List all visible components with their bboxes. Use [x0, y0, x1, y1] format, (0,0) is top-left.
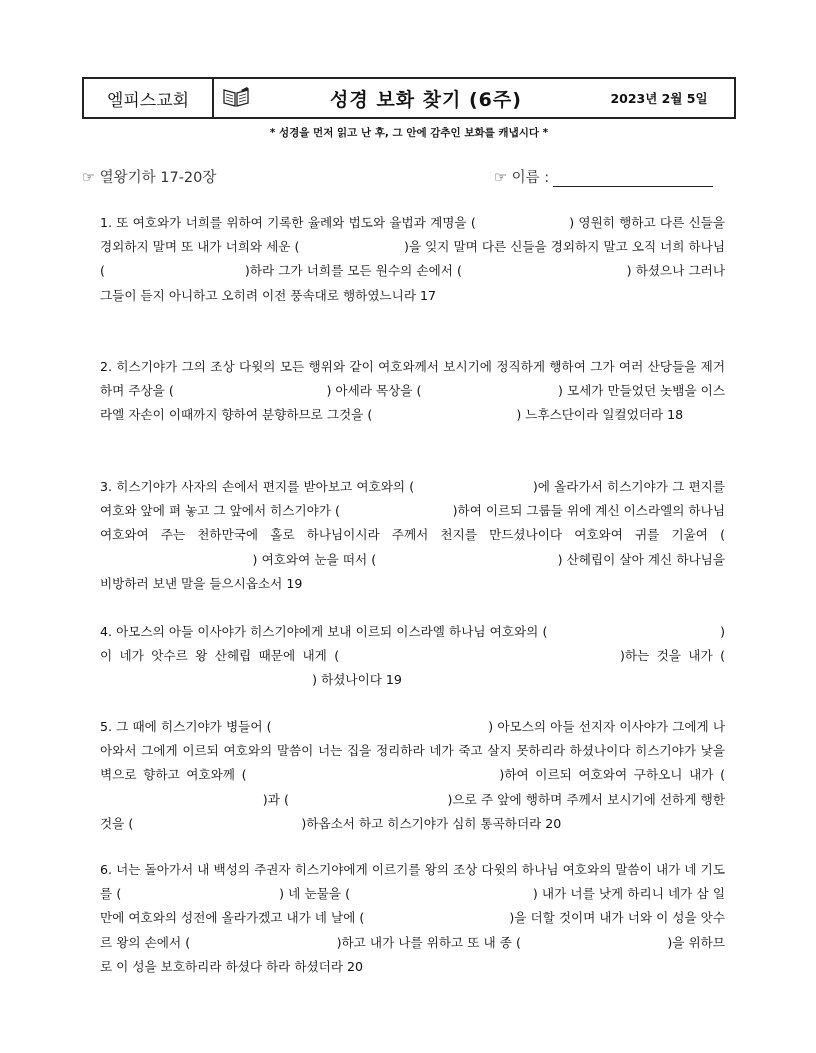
page-title: 성경 보화 찾기 (6주) [330, 88, 522, 111]
book-range: ☞ 열왕기하 17-20장 [82, 170, 217, 186]
name-field [494, 166, 713, 187]
question-6: 6. 너는 돌아가서 내 백성의 주권자 히스기야에게 이르기를 왕의 조상 다윗의 하나님 여호와의 말씀이 내가 네 기도를 ( ) 네 눈물을 ( ) 내가 너를 낫게 하리니 네가 삼 일 만에 여호와의 성전에 올라가겠고 내가 네 날에 ( )을 더할 것이며 내가 너와 이 성을 앗수르 왕의 손에서 ( )하고 내가 나를 위하고 또 내 종 ( )을 위하므로 이 성을 보호하리라 하셨다 하라 하셨더라 20 [100, 862, 725, 974]
name-blank-line[interactable] [553, 172, 713, 187]
question-1: 1. 또 여호와가 너희를 위하여 기록한 율례와 법도와 율법과 계명을 ( ) 영원히 행하고 다른 신들을 경외하지 말며 또 내가 너희와 세운 ( )을 잊지 말며 다른 신들을 경외하지 말고 오직 너희 하나님 ( )하라 그가 너희를 모든 원수의 손에서 ( ) 하셨으나 그러나 그들이 듣지 아니하고 오히려 이전 풍속대로 행하였느니라 17 [100, 215, 725, 303]
question-4: 4. 아모스의 아들 이사야가 히스기야에게 보내 이르되 이스라엘 하나님 여호와의 ( ) 이 네가 앗수르 왕 산헤립 때문에 내게 ( )하는 것을 내가 ( ) 하셨나이다 19 [100, 624, 725, 688]
name-label: ☞ 이름 : [494, 170, 550, 186]
open-bible-icon [214, 79, 258, 117]
instruction-text: * 성경을 먼저 읽고 난 후, 그 안에 감추인 보화를 캐냅시다 * [269, 127, 549, 139]
header-box [82, 77, 736, 119]
question-3: 3. 히스기야가 사자의 손에서 편지를 받아보고 여호와의 ( )에 올라가서 히스기야가 그 편지를 여호와 앞에 펴 놓고 그 앞에서 히스기야가 ( )하여 이르되 그룹들 위에 계신 이스라엘의 하나님 여호와여 주는 천하만국에 홀로 하나님이시라 주께서 천지를 만드셨나이다 여호와여 귀를 기울여 ( ) 여호와여 눈을 떠서 ( ) 산헤립이 살아 계신 하나님을 비방하러 보낸 말을 들으시옵소서 19 [100, 479, 725, 591]
date: 2023년 2월 5일 [610, 91, 708, 106]
meta-row [82, 166, 736, 188]
question-2: 2. 히스기야가 그의 조상 다윗의 모든 행위와 같이 여호와께서 보시기에 정직하게 행하여 그가 여러 산당들을 제거하며 주상을 ( ) 아세라 목상을 ( ) 모세가 만들었던 놋뱀을 이스라엘 자손이 이때까지 향하여 분향하므로 그것을 ( ) 느후스단이라 일컬었더라 18 [100, 359, 725, 423]
church-name: 엘피스교회 [84, 79, 214, 117]
question-5: 5. 그 때에 히스기야가 병들어 ( ) 아모스의 아들 선지자 이사야가 그에게 나아와서 그에게 이르되 여호와의 말씀이 너는 집을 정리하라 네가 죽고 살지 못하리라 하셨나이다 히스기야가 낯을 벽으로 향하고 여호와께 ( )하여 이르되 여호와여 구하오니 내가 ( )과 ( )으로 주 앞에 행하며 주께서 보시기에 선하게 행한 것을 ( )하옵소서 하고 히스기야가 심히 통곡하더라 20 [100, 719, 725, 831]
